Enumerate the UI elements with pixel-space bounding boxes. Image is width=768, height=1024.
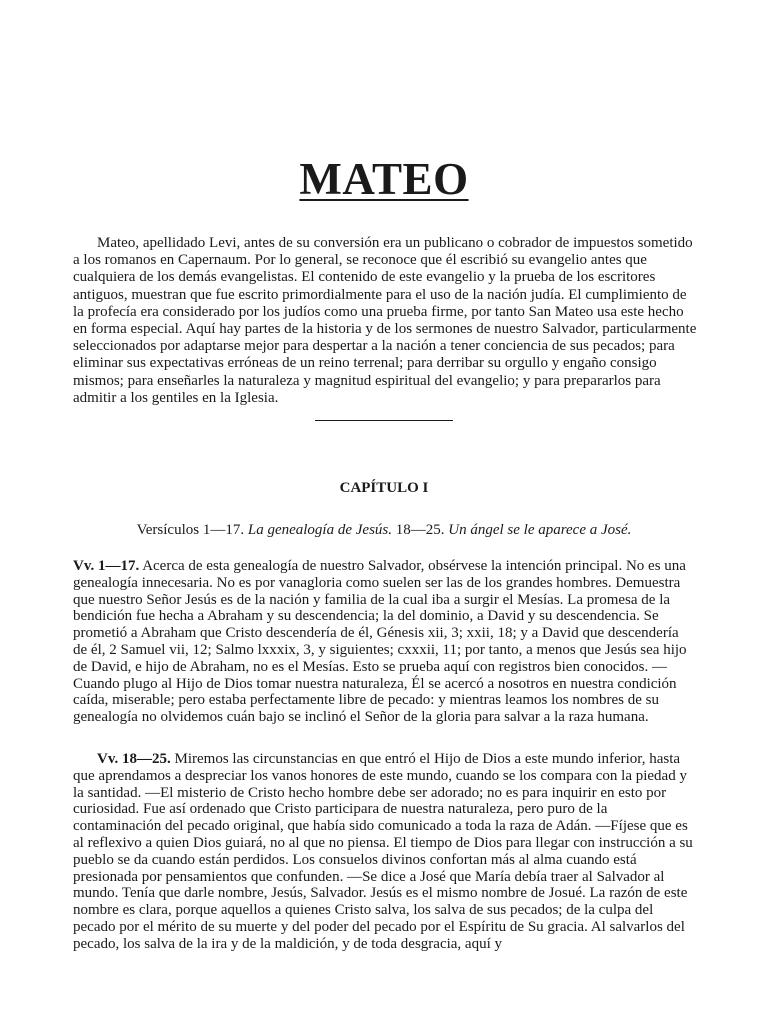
commentary-paragraph <box>73 558 696 726</box>
commentary-text: Miremos las circunstancias en que entró el Hijo de Dios a este mundo inferior, hasta que aprendamos a despreciar los vanos honores de este mundo, cuando se los compara con la piedad y la santidad. —El misterio de Cristo hecho hombre debe ser adorado; no es para inquirir en esto por curiosidad. Fue así ordenado que Cristo participara de nuestra naturaleza, pero puro de la contaminación del pecado original, que había sido comunicado a toda la raza de Adán. —Fíjese que es al reflexivo a quien Dios guiará, no al que no piensa. El tiempo de Dios para llegar con instrucción a su pueblo se da cuando están perdidos. Los consuelos divinos confortan más al alma cuando está presionada por pensamientos que confunden. —Se dice a José que María debía traer al Salvador al mundo. Tenía que darle nombre, Jesús, Salvador. Jesús es el mismo nombre de Josué. La razón de este nombre es clara, porque aquellos a quienes Cristo salva, los salva de sus pecados; de la culpa del pecado por el mérito de su muerte y del poder del pecado por el Espíritu de Su gracia. Al salvarlos del pecado, los salva de la ira y de la maldición, y de toda desgracia, aquí y <box>73 751 693 952</box>
verses-summary <box>0 522 768 539</box>
chapter-heading: CAPÍTULO I <box>339 480 429 496</box>
verses-middle: 18—25. <box>392 522 449 538</box>
intro-paragraph: Mateo, apellidado Levi, antes de su conversión era un publicano o cobrador de impuestos sometido a los romanos en Capernaum. Por lo general, se reconoce que él escribió su evangelio antes que cualquiera de los demás evangelistas. El contenido de este evangelio y la prueba de los escritores antiguos, muestran que fue escrito primordialmente para el uso de la nación judía. El cumplimiento de la profecía era considerado por los judíos como una prueba firme, por tanto San Mateo usa este hecho en forma especial. Aquí hay partes de la historia y de los sermones de nuestro Salvador, particularmente seleccionados por adaptarse mejor para despertar a la nación a tener conciencia de sus pecados; para eliminar sus expectativas erróneas de un reino terrenal; para derribar su orgullo y engaño consigo mismos; para enseñarles la naturaleza y magnitud espiritual del evangelio; y para prepararlos para admitir a los gentiles en la Iglesia. <box>73 235 697 406</box>
verse-reference: Vv. 1—17. <box>73 558 140 574</box>
verses-prefix: Versículos 1—17. <box>136 522 248 538</box>
verses-part2: Un ángel se le aparece a José. <box>448 522 632 538</box>
verses-part1: La genealogía de Jesús. <box>247 522 392 538</box>
title-text: MATEO <box>299 154 469 204</box>
commentary-text: Acerca de esta genealogía de nuestro Salvador, obsérvese la intención principal. No es una genealogía innecesaria. No es por vanagloria como suelen ser las de los grandes hombres. Demuestra que nuestro Señor Jesús es de la nación y familia de la cual iba a surgir el Mesías. La promesa de la bendición fue hecha a Abraham y su descendencia; la del dominio, a David y su descendencia. Se prometió a Abraham que Cristo descendería de él, Génesis xii, 3; xxii, 18; y a David que descendería de él, 2 Samuel vii, 12; Salmo lxxxix, 3, y siguientes; cxxxii, 11; por tanto, a menos que Jesús sea hijo de David, e hijo de Abraham, no es el Mesías. Esto se prueba aquí con registros bien conocidos. —Cuando plugo al Hijo de Dios tomar nuestra naturaleza, Él se acercó a nosotros en nuestra condición caída, miserable; pero estaba perfectamente libre de pecado: y mientras leamos los nombres de su genealogía no olvidemos cuán bajo se inclinó el Señor de la gloria para salvar a la raza humana. <box>73 558 687 726</box>
section-divider <box>315 420 453 421</box>
verse-reference: Vv. 18—25. <box>97 751 171 767</box>
page-title <box>0 153 768 205</box>
commentary-paragraph <box>73 751 696 953</box>
